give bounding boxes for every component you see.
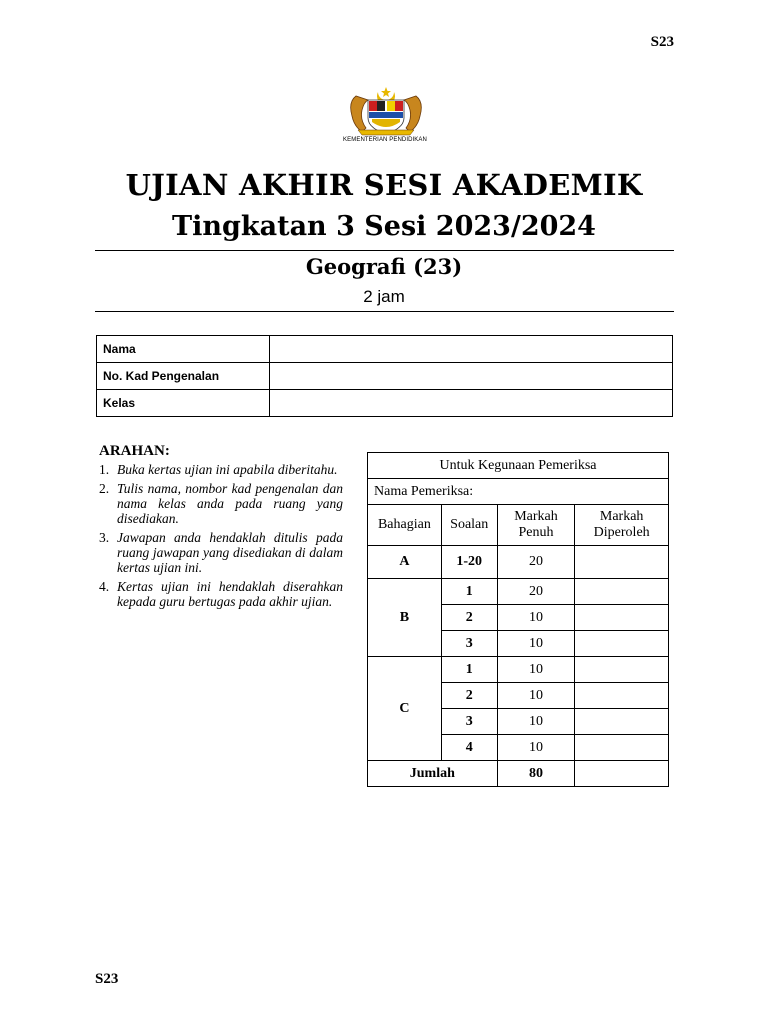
class-field[interactable] xyxy=(270,390,673,417)
subject-title: Geografi (23) xyxy=(305,254,463,279)
section-b-question: 1 xyxy=(441,579,497,605)
name-label: Nama xyxy=(97,336,270,363)
section-a-full-marks: 20 xyxy=(497,546,575,579)
instructions-list xyxy=(99,462,343,609)
examiner-name-field[interactable]: Nama Pemeriksa: xyxy=(368,479,669,505)
section-c-full-marks: 10 xyxy=(497,709,575,735)
total-full-marks: 80 xyxy=(497,761,575,787)
section-c-marks-obtained[interactable] xyxy=(575,683,669,709)
section-c-marks-obtained[interactable] xyxy=(575,657,669,683)
instruction-item xyxy=(99,462,343,477)
section-a-label: A xyxy=(368,546,442,579)
section-b-marks-obtained[interactable] xyxy=(575,605,669,631)
instruction-number: 1. xyxy=(99,462,110,477)
title-divider-top xyxy=(95,250,674,251)
instruction-number: 3. xyxy=(99,530,110,545)
section-b-full-marks: 20 xyxy=(497,579,575,605)
section-a-marks-obtained[interactable] xyxy=(575,546,669,579)
student-info-row xyxy=(97,336,673,363)
instructions-heading: ARAHAN: xyxy=(99,443,170,459)
instruction-text: Jawapan anda hendaklah ditulis pada ruang jawapan yang disediakan di dalam kertas ujian ini. xyxy=(117,530,343,575)
exam-subtitle: Tingkatan 3 Sesi 2023/2024 xyxy=(172,211,596,242)
name-field[interactable] xyxy=(270,336,673,363)
header-marks-obtained: Markah Diperoleh xyxy=(575,505,669,546)
instruction-item xyxy=(99,579,343,609)
page-code-top: S23 xyxy=(650,34,674,50)
instruction-number: 2. xyxy=(99,481,110,496)
instruction-item xyxy=(99,481,343,526)
ic-number-field[interactable] xyxy=(270,363,673,390)
section-b-marks-obtained[interactable] xyxy=(575,579,669,605)
total-label: Jumlah xyxy=(368,761,498,787)
student-info-row xyxy=(97,390,673,417)
section-b-question: 3 xyxy=(441,631,497,657)
examiner-marks-table xyxy=(367,452,669,787)
total-marks-obtained[interactable] xyxy=(575,761,669,787)
instruction-text: Kertas ujian ini hendaklah diserahkan kepada guru bertugas pada akhir ujian. xyxy=(117,579,343,609)
section-c-marks-obtained[interactable] xyxy=(575,709,669,735)
ic-number-label: No. Kad Pengenalan xyxy=(97,363,270,390)
section-b-full-marks: 10 xyxy=(497,605,575,631)
exam-duration: 2 jam xyxy=(363,287,405,306)
section-c-question: 1 xyxy=(441,657,497,683)
instruction-number: 4. xyxy=(99,579,110,594)
section-b-full-marks: 10 xyxy=(497,631,575,657)
section-c-full-marks: 10 xyxy=(497,657,575,683)
instruction-text: Buka kertas ujian ini apabila diberitahu. xyxy=(117,462,338,477)
section-c-question: 3 xyxy=(441,709,497,735)
section-c-label: C xyxy=(368,657,442,761)
section-b-marks-obtained[interactable] xyxy=(575,631,669,657)
examiner-table-title: Untuk Kegunaan Pemeriksa xyxy=(368,453,669,479)
section-a-question: 1-20 xyxy=(441,546,497,579)
section-b-label: B xyxy=(368,579,442,657)
header-full-marks: Markah Penuh xyxy=(497,505,575,546)
header-question: Soalan xyxy=(441,505,497,546)
section-c-full-marks: 10 xyxy=(497,683,575,709)
header-section: Bahagian xyxy=(368,505,442,546)
class-label: Kelas xyxy=(97,390,270,417)
instructions-section xyxy=(99,443,343,613)
title-divider-bottom xyxy=(95,311,674,312)
section-c-marks-obtained[interactable] xyxy=(575,735,669,761)
instruction-item xyxy=(99,530,343,575)
student-info-table xyxy=(96,335,673,417)
page-code-bottom: S23 xyxy=(95,971,119,987)
section-c-question: 4 xyxy=(441,735,497,761)
exam-title: UJIAN AKHIR SESI AKADEMIK xyxy=(125,168,643,202)
crest-caption: KEMENTERIAN PENDIDIKAN xyxy=(343,137,427,143)
instruction-text: Tulis nama, nombor kad pengenalan dan nama kelas anda pada ruang yang disediakan. xyxy=(117,481,343,526)
student-info-row xyxy=(97,363,673,390)
section-b-question: 2 xyxy=(441,605,497,631)
section-c-full-marks: 10 xyxy=(497,735,575,761)
section-c-question: 2 xyxy=(441,683,497,709)
